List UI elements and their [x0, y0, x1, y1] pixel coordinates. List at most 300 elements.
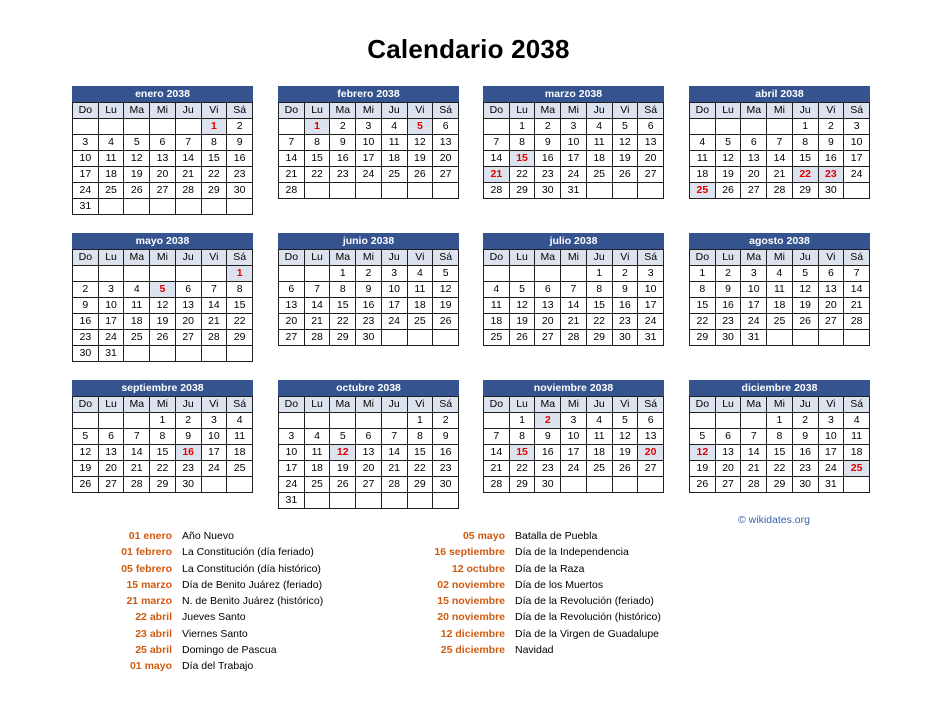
- day-cell: 4: [98, 135, 124, 151]
- day-cell: 20: [433, 151, 459, 167]
- day-cell: 1: [509, 119, 535, 135]
- empty-cell: [124, 199, 150, 215]
- day-cell: 10: [844, 135, 870, 151]
- day-cell: 18: [586, 151, 612, 167]
- day-cell: 7: [201, 282, 227, 298]
- day-cell: 13: [741, 151, 767, 167]
- day-cell: 11: [407, 282, 433, 298]
- day-cell: 16: [818, 151, 844, 167]
- day-cell: 29: [201, 183, 227, 199]
- day-cell: 2: [356, 266, 382, 282]
- month-calendar: [689, 86, 870, 199]
- day-cell: 26: [433, 314, 459, 330]
- empty-cell: [330, 183, 356, 199]
- holiday-day-cell: 5: [150, 282, 176, 298]
- empty-cell: [381, 183, 407, 199]
- empty-cell: [175, 346, 201, 362]
- day-cell: 18: [767, 298, 793, 314]
- day-cell: 24: [201, 461, 227, 477]
- month-table: [278, 396, 459, 509]
- holiday-name: Año Nuevo: [182, 530, 234, 542]
- day-cell: 14: [767, 151, 793, 167]
- empty-cell: [433, 183, 459, 199]
- month-table: [483, 396, 664, 493]
- month-table: [72, 102, 253, 215]
- day-cell: 21: [304, 314, 330, 330]
- day-cell: 29: [586, 330, 612, 346]
- empty-cell: [381, 413, 407, 429]
- month-title: septiembre 2038: [72, 380, 253, 396]
- holiday-day-cell: 1: [304, 119, 330, 135]
- day-cell: 27: [715, 477, 741, 493]
- weekday-header: Mi: [561, 103, 587, 119]
- weekday-header: Lu: [98, 250, 124, 266]
- holiday-day-cell: 2: [535, 413, 561, 429]
- weekday-header: Sá: [227, 250, 253, 266]
- day-cell: 10: [818, 429, 844, 445]
- empty-cell: [175, 199, 201, 215]
- weekday-header: Vi: [201, 397, 227, 413]
- day-cell: 2: [715, 266, 741, 282]
- weekday-header: Lu: [304, 397, 330, 413]
- weekday-header: Vi: [818, 103, 844, 119]
- day-cell: 22: [304, 167, 330, 183]
- day-cell: 20: [356, 461, 382, 477]
- day-cell: 10: [638, 282, 664, 298]
- weekday-header: Lu: [509, 397, 535, 413]
- day-cell: 6: [175, 282, 201, 298]
- day-cell: 8: [586, 282, 612, 298]
- day-cell: 24: [638, 314, 664, 330]
- weekday-header: Vi: [818, 397, 844, 413]
- day-cell: 9: [818, 135, 844, 151]
- day-cell: 26: [690, 477, 716, 493]
- day-cell: 25: [407, 314, 433, 330]
- day-cell: 27: [535, 330, 561, 346]
- weekday-header: Ma: [535, 397, 561, 413]
- weekday-header: Ju: [381, 397, 407, 413]
- day-cell: 21: [767, 167, 793, 183]
- day-cell: 12: [433, 282, 459, 298]
- empty-cell: [844, 330, 870, 346]
- day-cell: 21: [741, 461, 767, 477]
- day-cell: 4: [407, 266, 433, 282]
- day-cell: 16: [227, 151, 253, 167]
- day-cell: 21: [124, 461, 150, 477]
- day-cell: 29: [767, 477, 793, 493]
- day-cell: 26: [509, 330, 535, 346]
- day-cell: 14: [484, 151, 510, 167]
- month-title: marzo 2038: [483, 86, 664, 102]
- holiday-day-cell: 1: [201, 119, 227, 135]
- day-cell: 16: [792, 445, 818, 461]
- empty-cell: [741, 413, 767, 429]
- month-table: [689, 249, 870, 346]
- weekday-header: Ju: [792, 103, 818, 119]
- day-cell: 27: [638, 461, 664, 477]
- day-cell: 5: [690, 429, 716, 445]
- weekday-header: Vi: [201, 103, 227, 119]
- month-title: junio 2038: [278, 233, 459, 249]
- weekday-header: Do: [484, 103, 510, 119]
- day-cell: 13: [356, 445, 382, 461]
- day-cell: 9: [73, 298, 99, 314]
- day-cell: 10: [741, 282, 767, 298]
- day-cell: 30: [73, 346, 99, 362]
- weekday-header: Do: [690, 103, 716, 119]
- day-cell: 22: [150, 461, 176, 477]
- day-cell: 18: [98, 167, 124, 183]
- holiday-day-cell: 21: [484, 167, 510, 183]
- day-cell: 5: [715, 135, 741, 151]
- day-cell: 7: [484, 429, 510, 445]
- empty-cell: [175, 266, 201, 282]
- empty-cell: [407, 183, 433, 199]
- day-cell: 21: [844, 298, 870, 314]
- day-cell: 2: [330, 119, 356, 135]
- day-cell: 18: [304, 461, 330, 477]
- month-calendar: [483, 380, 664, 493]
- holiday-day-cell: 20: [638, 445, 664, 461]
- day-cell: 26: [612, 167, 638, 183]
- weekday-header: Do: [279, 397, 305, 413]
- empty-cell: [818, 330, 844, 346]
- weekday-header: Ma: [741, 250, 767, 266]
- empty-cell: [227, 199, 253, 215]
- day-cell: 18: [484, 314, 510, 330]
- weekday-header: Mi: [356, 250, 382, 266]
- empty-cell: [98, 413, 124, 429]
- day-cell: 5: [433, 266, 459, 282]
- day-cell: 31: [741, 330, 767, 346]
- day-cell: 20: [638, 151, 664, 167]
- month-title: julio 2038: [483, 233, 664, 249]
- day-cell: 23: [792, 461, 818, 477]
- empty-cell: [227, 346, 253, 362]
- weekday-header: Ju: [381, 103, 407, 119]
- day-cell: 9: [227, 135, 253, 151]
- day-cell: 28: [381, 477, 407, 493]
- day-cell: 9: [433, 429, 459, 445]
- day-cell: 28: [304, 330, 330, 346]
- day-cell: 10: [356, 135, 382, 151]
- day-cell: 15: [586, 298, 612, 314]
- holiday-date: 12 octubre: [451, 562, 505, 575]
- day-cell: 26: [150, 330, 176, 346]
- weekday-header: Ju: [586, 250, 612, 266]
- day-cell: 25: [227, 461, 253, 477]
- day-cell: 27: [279, 330, 305, 346]
- empty-cell: [279, 413, 305, 429]
- day-cell: 29: [330, 330, 356, 346]
- empty-cell: [561, 266, 587, 282]
- weekday-header: Do: [484, 250, 510, 266]
- month-title: octubre 2038: [278, 380, 459, 396]
- day-cell: 20: [175, 314, 201, 330]
- weekday-header: Sá: [433, 103, 459, 119]
- holiday-name: Día del Trabajo: [182, 660, 254, 673]
- empty-cell: [150, 199, 176, 215]
- weekday-header: Ma: [535, 103, 561, 119]
- weekday-header: Lu: [509, 250, 535, 266]
- day-cell: 13: [818, 282, 844, 298]
- day-cell: 30: [612, 330, 638, 346]
- day-cell: 16: [535, 151, 561, 167]
- empty-cell: [201, 346, 227, 362]
- day-cell: 17: [356, 151, 382, 167]
- day-cell: 22: [586, 314, 612, 330]
- day-cell: 10: [561, 429, 587, 445]
- empty-cell: [535, 266, 561, 282]
- day-cell: 18: [227, 445, 253, 461]
- day-cell: 18: [690, 167, 716, 183]
- day-cell: 5: [612, 119, 638, 135]
- day-cell: 22: [330, 314, 356, 330]
- day-cell: 10: [98, 298, 124, 314]
- day-cell: 30: [433, 477, 459, 493]
- weekday-header: Ju: [792, 397, 818, 413]
- holiday-item: [0, 658, 323, 674]
- day-cell: 30: [535, 183, 561, 199]
- day-cell: 16: [535, 445, 561, 461]
- day-cell: 14: [201, 298, 227, 314]
- day-cell: 6: [356, 429, 382, 445]
- day-cell: 20: [98, 461, 124, 477]
- day-cell: 21: [561, 314, 587, 330]
- holiday-date: 12 diciembre: [440, 627, 505, 640]
- day-cell: 5: [73, 429, 99, 445]
- day-cell: 17: [561, 151, 587, 167]
- empty-cell: [356, 413, 382, 429]
- day-cell: 26: [715, 183, 741, 199]
- weekday-header: Do: [73, 250, 99, 266]
- holiday-date: 23 abril: [135, 627, 172, 640]
- weekday-header: Ju: [586, 103, 612, 119]
- day-cell: 22: [201, 167, 227, 183]
- empty-cell: [381, 493, 407, 509]
- day-cell: 31: [638, 330, 664, 346]
- day-cell: 7: [561, 282, 587, 298]
- day-cell: 24: [98, 330, 124, 346]
- weekday-header: Lu: [715, 250, 741, 266]
- day-cell: 13: [535, 298, 561, 314]
- day-cell: 23: [356, 314, 382, 330]
- weekday-header: Ju: [175, 397, 201, 413]
- empty-cell: [484, 413, 510, 429]
- weekday-header: Sá: [433, 250, 459, 266]
- day-cell: 27: [175, 330, 201, 346]
- day-cell: 14: [484, 445, 510, 461]
- empty-cell: [792, 330, 818, 346]
- day-cell: 6: [535, 282, 561, 298]
- day-cell: 20: [279, 314, 305, 330]
- empty-cell: [304, 493, 330, 509]
- holiday-name: Batalla de Puebla: [515, 530, 598, 542]
- empty-cell: [715, 413, 741, 429]
- day-cell: 10: [561, 135, 587, 151]
- day-cell: 23: [175, 461, 201, 477]
- day-cell: 13: [98, 445, 124, 461]
- day-cell: 6: [98, 429, 124, 445]
- day-cell: 6: [715, 429, 741, 445]
- day-cell: 11: [586, 429, 612, 445]
- day-cell: 17: [818, 445, 844, 461]
- day-cell: 25: [767, 314, 793, 330]
- holiday-date: 01 enero: [128, 530, 172, 542]
- holiday-name: Día de la Revolución (histórico): [515, 611, 661, 624]
- day-cell: 28: [844, 314, 870, 330]
- day-cell: 13: [433, 135, 459, 151]
- day-cell: 1: [509, 413, 535, 429]
- holiday-date: 25 abril: [135, 644, 172, 657]
- empty-cell: [304, 183, 330, 199]
- holiday-name: Día de la Independencia: [515, 546, 629, 559]
- day-cell: 28: [767, 183, 793, 199]
- day-cell: 3: [561, 413, 587, 429]
- empty-cell: [586, 183, 612, 199]
- day-cell: 17: [73, 167, 99, 183]
- day-cell: 30: [715, 330, 741, 346]
- day-cell: 8: [304, 135, 330, 151]
- empty-cell: [201, 266, 227, 282]
- holiday-item: [0, 642, 661, 658]
- empty-cell: [381, 330, 407, 346]
- day-cell: 20: [741, 167, 767, 183]
- weekday-header: Mi: [150, 250, 176, 266]
- weekday-header: Do: [73, 103, 99, 119]
- day-cell: 7: [767, 135, 793, 151]
- day-cell: 3: [638, 266, 664, 282]
- day-cell: 12: [792, 282, 818, 298]
- holiday-date: 02 noviembre: [437, 578, 505, 591]
- day-cell: 23: [73, 330, 99, 346]
- weekday-header: Do: [690, 397, 716, 413]
- weekday-header: Vi: [612, 103, 638, 119]
- day-cell: 26: [792, 314, 818, 330]
- day-cell: 3: [844, 119, 870, 135]
- month-calendar: [72, 233, 253, 362]
- day-cell: 13: [638, 429, 664, 445]
- day-cell: 1: [586, 266, 612, 282]
- weekday-header: Do: [690, 250, 716, 266]
- weekday-header: Do: [279, 250, 305, 266]
- day-cell: 6: [638, 119, 664, 135]
- day-cell: 7: [175, 135, 201, 151]
- day-cell: 11: [227, 429, 253, 445]
- empty-cell: [690, 119, 716, 135]
- day-cell: 29: [690, 330, 716, 346]
- empty-cell: [304, 413, 330, 429]
- empty-cell: [767, 330, 793, 346]
- day-cell: 4: [304, 429, 330, 445]
- day-cell: 14: [279, 151, 305, 167]
- day-cell: 21: [279, 167, 305, 183]
- day-cell: 15: [767, 445, 793, 461]
- day-cell: 28: [201, 330, 227, 346]
- month-calendar: [689, 233, 870, 346]
- day-cell: 13: [175, 298, 201, 314]
- day-cell: 14: [561, 298, 587, 314]
- weekday-header: Do: [484, 397, 510, 413]
- empty-cell: [356, 183, 382, 199]
- day-cell: 9: [175, 429, 201, 445]
- day-cell: 25: [304, 477, 330, 493]
- month-table: [483, 249, 664, 346]
- empty-cell: [201, 199, 227, 215]
- day-cell: 4: [844, 413, 870, 429]
- day-cell: 6: [433, 119, 459, 135]
- day-cell: 17: [638, 298, 664, 314]
- day-cell: 12: [124, 151, 150, 167]
- holiday-name: Día de la Virgen de Guadalupe: [515, 627, 659, 640]
- day-cell: 19: [124, 167, 150, 183]
- empty-cell: [586, 477, 612, 493]
- day-cell: 7: [381, 429, 407, 445]
- day-cell: 29: [227, 330, 253, 346]
- day-cell: 19: [433, 298, 459, 314]
- day-cell: 29: [407, 477, 433, 493]
- day-cell: 20: [818, 298, 844, 314]
- month-title: abril 2038: [689, 86, 870, 102]
- day-cell: 8: [150, 429, 176, 445]
- day-cell: 17: [98, 314, 124, 330]
- day-cell: 15: [304, 151, 330, 167]
- day-cell: 19: [612, 445, 638, 461]
- weekday-header: Ma: [124, 250, 150, 266]
- day-cell: 28: [741, 477, 767, 493]
- day-cell: 19: [330, 461, 356, 477]
- day-cell: 10: [201, 429, 227, 445]
- day-cell: 15: [150, 445, 176, 461]
- empty-cell: [124, 266, 150, 282]
- empty-cell: [98, 266, 124, 282]
- holiday-item: [0, 577, 661, 593]
- empty-cell: [330, 413, 356, 429]
- day-cell: 15: [330, 298, 356, 314]
- day-cell: 24: [741, 314, 767, 330]
- month-calendar: [483, 86, 664, 199]
- day-cell: 3: [279, 429, 305, 445]
- day-cell: 9: [792, 429, 818, 445]
- day-cell: 15: [407, 445, 433, 461]
- day-cell: 9: [535, 135, 561, 151]
- day-cell: 3: [381, 266, 407, 282]
- day-cell: 26: [407, 167, 433, 183]
- day-cell: 30: [535, 477, 561, 493]
- day-cell: 13: [150, 151, 176, 167]
- day-cell: 20: [150, 167, 176, 183]
- weekday-header: Sá: [844, 397, 870, 413]
- empty-cell: [407, 493, 433, 509]
- empty-cell: [150, 346, 176, 362]
- day-cell: 23: [612, 314, 638, 330]
- credit-link[interactable]: © wikidates.org: [738, 514, 810, 526]
- month-table: [483, 102, 664, 199]
- day-cell: 6: [279, 282, 305, 298]
- day-cell: 16: [715, 298, 741, 314]
- day-cell: 24: [381, 314, 407, 330]
- empty-cell: [279, 266, 305, 282]
- day-cell: 2: [175, 413, 201, 429]
- day-cell: 26: [330, 477, 356, 493]
- month-table: [689, 102, 870, 199]
- day-cell: 14: [175, 151, 201, 167]
- day-cell: 31: [73, 199, 99, 215]
- month-calendar: [278, 233, 459, 346]
- day-cell: 15: [201, 151, 227, 167]
- day-cell: 26: [124, 183, 150, 199]
- holiday-name: Día de Benito Juárez (feriado): [182, 578, 323, 591]
